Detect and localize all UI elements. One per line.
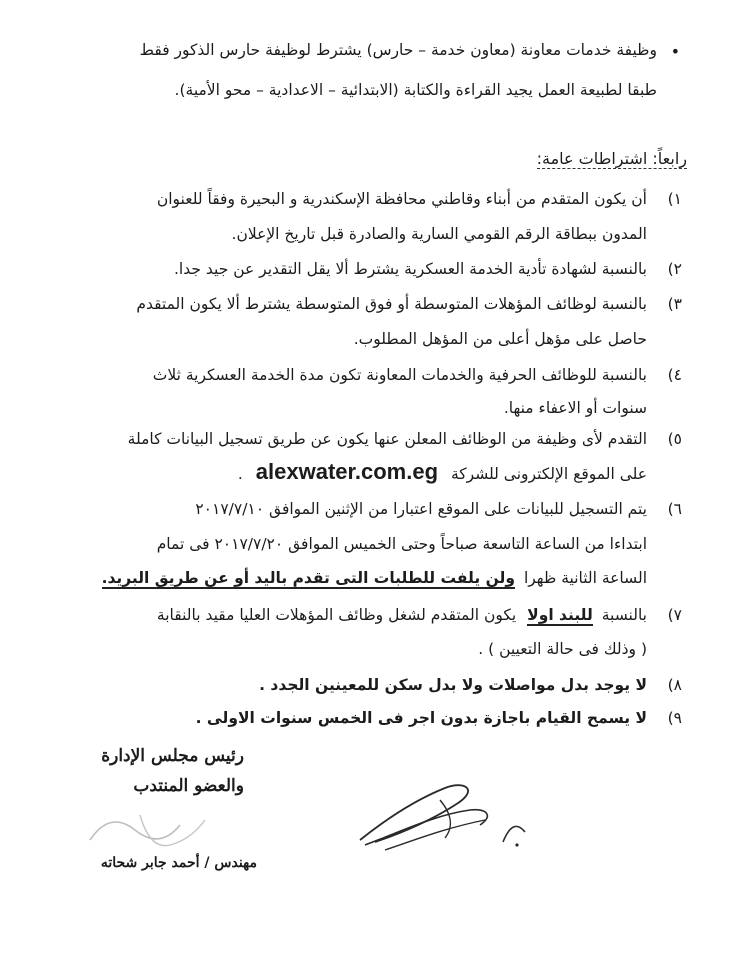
faint-initials-mark	[80, 800, 220, 860]
item-4-line-2: سنوات أو الاعفاء منها.	[503, 399, 647, 417]
item-7-line-2: ( وذلك فى حالة التعيين ) .	[478, 640, 647, 658]
signature-mark	[345, 770, 515, 860]
item-3-line-1: بالنسبة لوظائف المؤهلات المتوسطة أو فوق المتوسطة يشترط ألا يكون المتقدم	[136, 295, 647, 313]
item-1-line-2: المدون ببطاقة الرقم القومي السارية والصادرة قبل تاريخ الإعلان.	[231, 225, 647, 243]
item-6-line-1: يتم التسجيل للبيانات على الموقع اعتبارا من الإثنين الموافق ٢٠١٧/٧/١٠	[195, 500, 647, 518]
handwritten-initial	[495, 812, 535, 852]
item-number: (٩	[667, 709, 682, 727]
item-7-prefix: بالنسبة	[601, 606, 647, 624]
signature-title-line-1: رئيس مجلس الإدارة	[101, 746, 244, 766]
bullet-dot: •	[670, 42, 680, 61]
item-number: (٢	[667, 260, 682, 278]
item-5-line-2-text: على الموقع الإلكترونى للشركة	[450, 465, 647, 483]
item-number: (٥	[667, 430, 682, 448]
item-5-line-2	[238, 460, 647, 486]
item-6-line-3-text: الساعة الثانية ظهرا	[523, 569, 647, 587]
item-4-line-1: بالنسبة للوظائف الحرفية والخدمات المعاونة تكون مدة الخدمة العسكرية ثلاث	[152, 366, 647, 384]
item-number: (٧	[667, 606, 682, 624]
item-number: (٤	[667, 366, 682, 384]
item-7-bold-ref: للبند اولا	[527, 606, 593, 624]
website-link[interactable]: alexwater.com.eg	[255, 459, 439, 484]
signature-name: مهندس / أحمد جابر شحاته	[100, 855, 257, 871]
item-number: (٣	[667, 295, 682, 313]
item-8-line-1: لا يوجد بدل مواصلات ولا بدل سكن للمعينين الجدد .	[259, 676, 647, 694]
intro-line-1: وظيفة خدمات معاونة (معاون خدمة – حارس) يشترط لوظيفة حارس الذكور فقط	[139, 41, 657, 59]
item-7-line-1	[157, 603, 647, 627]
item-number: (٦	[667, 500, 682, 518]
item-5-line-1: التقدم لأى وظيفة من الوظائف المعلن عنها يكون عن طريق تسجيل البيانات كاملة	[127, 430, 647, 448]
no-hand-delivery-note: ولن يلفت للطلبات التى تقدم باليد أو عن طريق البريد.	[101, 569, 515, 587]
signature-title-line-2: والعضو المنتدب	[133, 776, 244, 796]
item-3-line-2: حاصل على مؤهل أعلى من المؤهل المطلوب.	[353, 330, 647, 348]
item-6-line-2: ابتداءا من الساعة التاسعة صباحاً وحتى الخميس الموافق ٢٠١٧/٧/٢٠ فى تمام	[156, 535, 647, 553]
item-9-line-1: لا يسمح القيام باجازة بدون اجر فى الخمس سنوات الاولى .	[195, 709, 647, 727]
item-2-line-1: بالنسبة لشهادة تأدية الخدمة العسكرية يشترط ألا يقل التقدير عن جيد جدا.	[174, 260, 647, 278]
item-number: (١	[667, 190, 682, 208]
section-heading: رابعاً: اشتراطات عامة:	[536, 149, 687, 168]
item-7-rest: يكون المتقدم لشغل وظائف المؤهلات العليا مقيد بالنقابة	[156, 606, 517, 624]
item-number: (٨	[667, 676, 682, 694]
intro-line-2: طبقا لطبيعة العمل يجيد القراءة والكتابة (الابتدائية – الاعدادية – محو الأمية).	[174, 81, 657, 99]
item-1-line-1: أن يكون المتقدم من أبناء وقاطني محافظة الإسكندرية و البحيرة وفقاً للعنوان	[156, 190, 647, 208]
item-6-line-3	[102, 566, 647, 590]
website-suffix: .	[237, 465, 243, 483]
